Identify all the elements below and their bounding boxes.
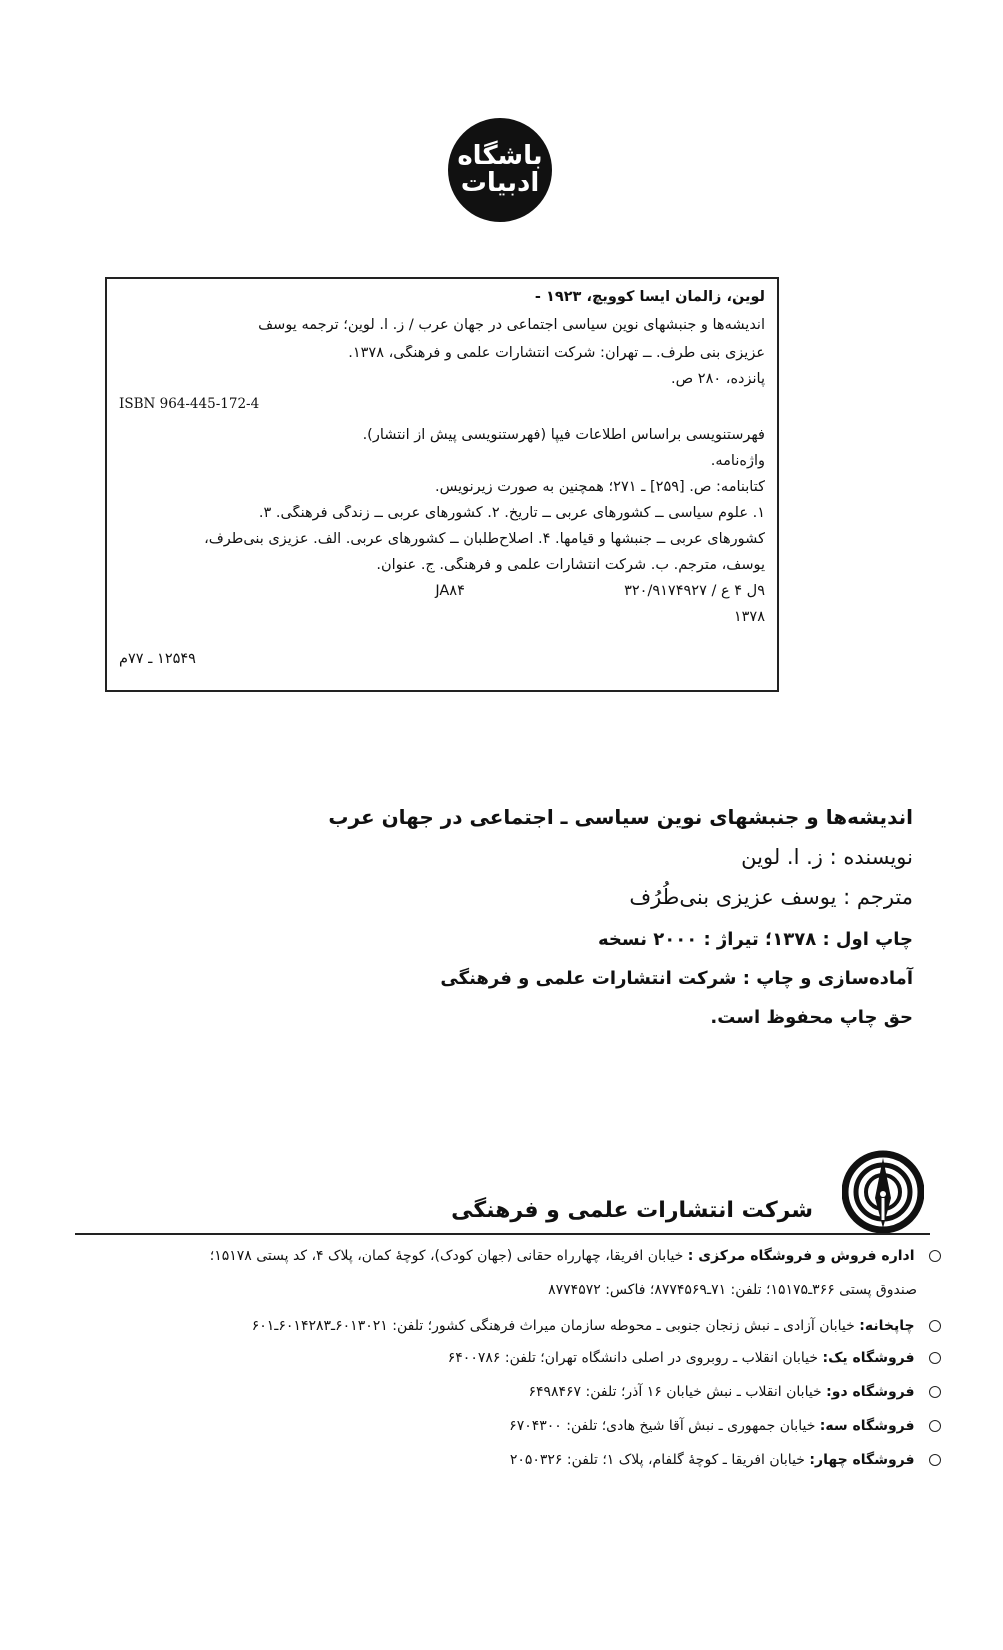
catalog-title-line-1: اندیشه‌ها و جنبشهای نوین سیاسی اجتماعی در جهان عرب / ز. ا. لوین؛ ترجمه یوسف (258, 317, 765, 333)
catalog-title-line-2: عزیزی بنی طرف. ــ تهران: شرکت انتشارات علمی و فرهنگی، ۱۳۷۸. (348, 345, 765, 361)
address-label: فروشگاه یک: (822, 1350, 915, 1366)
catalog-fipa: فهرستنویسی براساس اطلاعات فیپا (فهرستنویسی پیش از انتشار). (362, 427, 765, 443)
bullet-icon (929, 1250, 941, 1262)
publisher-logo-icon (842, 1148, 924, 1236)
address-label: چاپخانه: (859, 1318, 915, 1334)
address-text: صندوق پستی ۳۶۶ـ۱۵۱۷۵؛ تلفن: ۷۱ـ۸۷۷۴۵۶۹؛ فاکس: ۸۷۷۴۵۷۲ (548, 1282, 917, 1298)
bullet-icon (929, 1386, 941, 1398)
catalog-library-number (119, 651, 765, 667)
seal-line-2: ادبیات (460, 168, 540, 198)
address-label: اداره فروش و فروشگاه مرکزی : (687, 1248, 915, 1264)
catalog-year: ۱۳۷۸ (733, 609, 765, 625)
catalog-dewey: ۳۲۰/۹۱۷۴۹۲۷ (624, 583, 707, 599)
catalog-pages: پانزده، ۲۸۰ ص. (671, 371, 765, 387)
address-printing-house (252, 1318, 941, 1334)
address-store-three (509, 1418, 941, 1434)
address-text: خیابان افریقا ـ کوچهٔ گلفام، پلاک ۱؛ تلفن: ۲۰۵۰۳۲۶ (509, 1452, 805, 1468)
address-label: فروشگاه دو: (826, 1384, 915, 1400)
catalog-classification-row (119, 583, 765, 599)
address-text: خیابان آزادی ـ نبش زنجان جنوبی ـ محوطه سازمان میراث فرهنگی کشور؛ تلفن: ۶۰۱۳۰۲۱ـ۶۰۱۴۲۸۳ـ۶۰۱ (251, 1318, 855, 1334)
catalog-glossary: واژه‌نامه. (710, 453, 765, 469)
bullet-icon (929, 1420, 941, 1432)
bullet-icon (929, 1352, 941, 1364)
seal-line-1: باشگاه (457, 140, 543, 171)
book-translator: مترجم : یوسف عزیزی بنی‌طُرُف (629, 885, 913, 909)
book-rights: حق چاپ محفوظ است. (710, 1007, 913, 1028)
address-postal-box (548, 1282, 917, 1298)
address-store-one (448, 1350, 941, 1366)
catalog-library-number-text: ۱۲۵۴۹ ـ ۷۷م (119, 651, 196, 667)
address-text: خیابان افریقا، چهارراه حقانی (جهان کودک)، کوچهٔ کمان، پلاک ۴، کد پستی ۱۵۱۷۸؛ (209, 1248, 684, 1264)
address-store-four (510, 1452, 941, 1468)
cataloguing-box (105, 277, 779, 692)
catalog-isbn: ISBN 964-445-172-4 (119, 396, 260, 412)
bullet-icon (929, 1454, 941, 1466)
catalog-subjects-2: کشورهای عربی ــ جنبشها و قیامها. ۴. اصلاح‌طلبان ــ کشورهای عربی. الف. عزیزی بنی‌طرف، (204, 531, 765, 547)
address-label: فروشگاه سه: (819, 1418, 915, 1434)
catalog-subjects-1: ۱. علوم سیاسی ــ کشورهای عربی ــ تاریخ. ۲. کشورهای عربی ــ زندگی فرهنگی. ۳. (258, 505, 765, 521)
publisher-name: شرکت انتشارات علمی و فرهنگی (451, 1198, 813, 1223)
library-seal-logo (448, 118, 552, 222)
address-store-two (528, 1384, 941, 1400)
address-label: فروشگاه چهار: (809, 1452, 915, 1468)
bullet-icon (929, 1320, 941, 1332)
catalog-author: لوین، زالمان ایسا کوویچ، ۱۹۲۳ - (534, 289, 765, 305)
catalog-call-number: ۹ل ۴ ع / JA۸۴ (435, 583, 765, 599)
book-edition: چاپ اول : ۱۳۷۸؛ تیراژ : ۲۰۰۰ نسخه (598, 929, 913, 950)
book-title: اندیشه‌ها و جنبشهای نوین سیاسی ـ اجتماعی در جهان عرب (328, 805, 913, 829)
book-author: نویسنده : ز. ا. لوین (741, 845, 913, 869)
catalog-subjects-3: یوسف، مترجم. ب. شرکت انتشارات علمی و فرهنگی. ج. عنوان. (376, 557, 765, 573)
address-text: خیابان جمهوری ـ نبش آقا شیخ هادی؛ تلفن: ۶۷۰۴۳۰۰ (509, 1418, 816, 1434)
address-central-store (210, 1248, 941, 1264)
book-production: آماده‌سازی و چاپ : شرکت انتشارات علمی و فرهنگی (440, 968, 913, 989)
address-text: خیابان انقلاب ـ روبروی در اصلی دانشگاه تهران؛ تلفن: ۶۴۰۰۷۸۶ (447, 1350, 819, 1366)
address-text: خیابان انقلاب ـ نبش خیابان ۱۶ آذر؛ تلفن: ۶۴۹۸۴۶۷ (528, 1384, 822, 1400)
catalog-bibliography: کتابنامه: ص. [۲۵۹] ـ ۲۷۱؛ همچنین به صورت زیرنویس. (434, 479, 765, 495)
divider (75, 1233, 930, 1235)
